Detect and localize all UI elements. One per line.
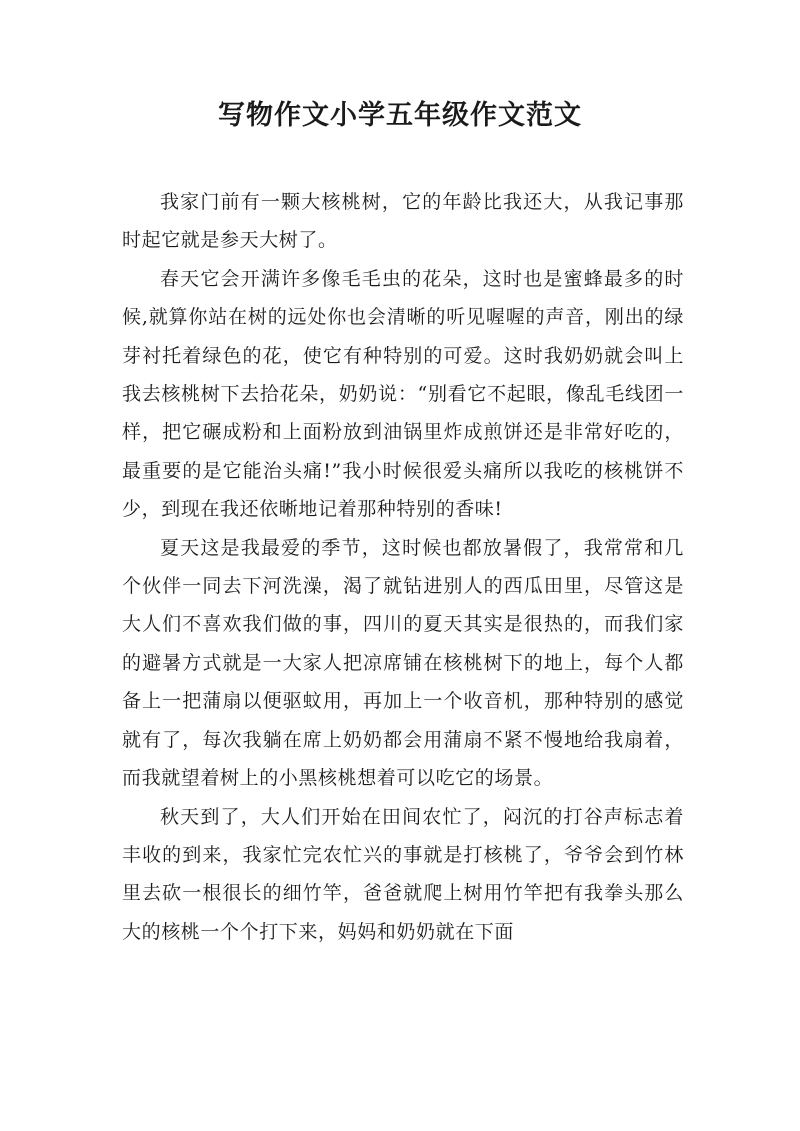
document-body [122, 183, 684, 951]
paragraph: 春天它会开满许多像毛毛虫的花朵，这时也是蜜蜂最多的时候,就算你站在树的远处你也会清晰的听见喔喔的声音，刚出的绿芽衬托着绿色的花，使它有种特别的可爱。这时我奶奶就会叫上我去核桃树下去拾花朵，奶奶说：“别看它不起眼，像乱毛线团一样，把它碾成粉和上面粉放到油锅里炸成煎饼还是非常好吃的，最重要的是它能治头痛!”我小时候很爱头痛所以我吃的核桃饼不少，到现在我还依晰地记着那种特别的香味! [122, 267, 684, 521]
paragraph: 夏天这是我最爱的季节，这时候也都放暑假了，我常常和几个伙伴一同去下河洗澡，渴了就钻进别人的西瓜田里，尽管这是大人们不喜欢我们做的事，四川的夏天其实是很热的，而我们家的避暑方式就是一大家人把凉席铺在核桃树下的地上，每个人都备上一把蒲扇以便驱蚊用，再加上一个收音机，那种特别的感觉就有了，每次我躺在席上奶奶都会用蒲扇不紧不慢地给我扇着，而我就望着树上的小黑核桃想着可以吃它的场景。 [122, 536, 684, 790]
document-title: 写物作文小学五年级作文范文 [218, 100, 582, 131]
paragraph: 秋天到了，大人们开始在田间农忙了，闷沉的打谷声标志着丰收的到来，我家忙完农忙兴的事就是打核桃了，爷爷会到竹林里去砍一根很长的细竹竿，爸爸就爬上树用竹竿把有我拳头那么大的核桃一个个打下来，妈妈和奶奶就在下面 [122, 805, 684, 943]
paragraph: 我家门前有一颗大核桃树，它的年龄比我还大，从我记事那时起它就是参天大树了。 [122, 191, 684, 252]
